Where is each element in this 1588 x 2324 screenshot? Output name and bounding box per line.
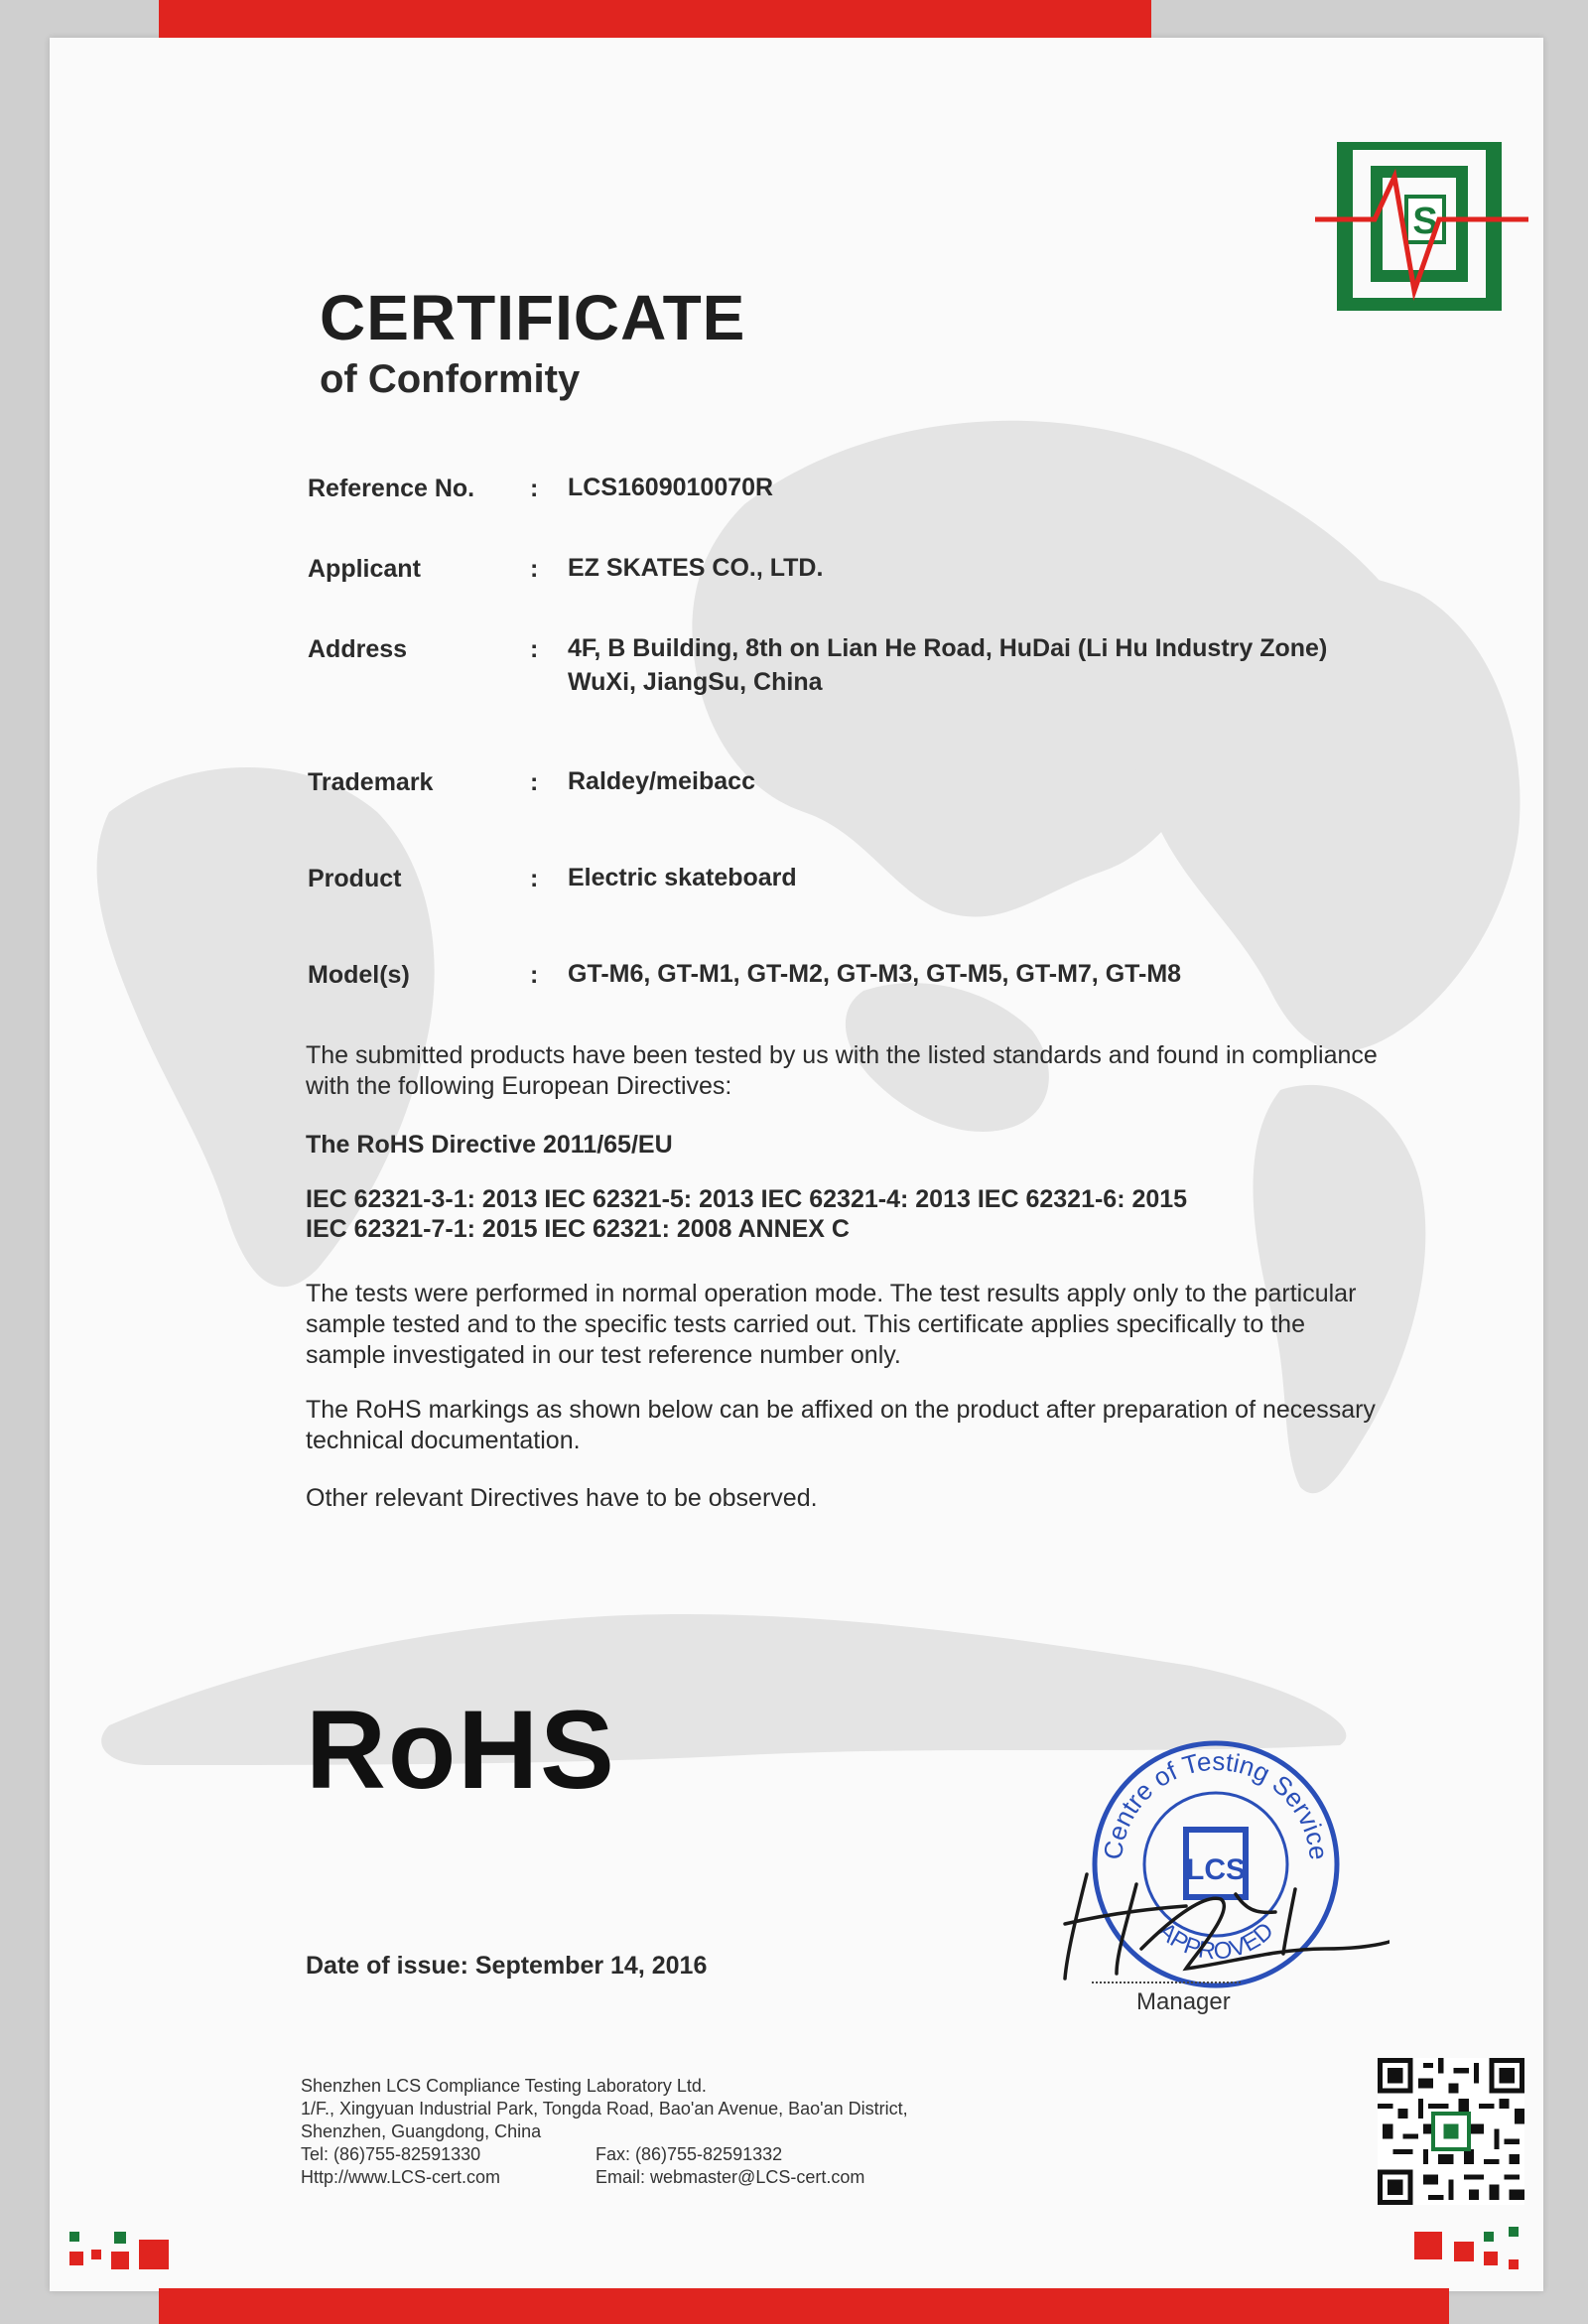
- manager-signature: [1047, 1854, 1390, 1983]
- footer-company: Shenzhen LCS Compliance Testing Laboratory Ltd.: [301, 2076, 707, 2096]
- lcs-logo: [1315, 142, 1528, 311]
- markings-paragraph: The RoHS markings as shown below can be affixed on the product after preparation of necessary technical documentation.: [306, 1396, 1376, 1454]
- address-label: Address: [308, 635, 408, 663]
- standards-line2: IEC 62321-7-1: 2015 IEC 62321: 2008 ANNEX C: [306, 1215, 850, 1243]
- decorative-squares-left: [60, 2222, 179, 2281]
- certificate-subtitle: of Conformity: [320, 357, 581, 401]
- qr-code: [1378, 2058, 1524, 2205]
- trademark-label: Trademark: [308, 768, 434, 796]
- applicant-label: Applicant: [308, 555, 421, 583]
- reference-label: Reference No.: [308, 475, 475, 502]
- applicant-value: EZ SKATES CO., LTD.: [568, 554, 824, 582]
- bottom-red-band: [159, 2288, 1449, 2324]
- address-line2: WuXi, JiangSu, China: [568, 668, 823, 696]
- footer-email: Email: webmaster@LCS-cert.com: [596, 2167, 865, 2187]
- rohs-mark: RoHS: [306, 1688, 616, 1812]
- logo-letter-s: S: [1412, 201, 1438, 242]
- models-colon: :: [530, 961, 539, 989]
- models-label: Model(s): [308, 961, 410, 989]
- decorative-squares-right: [1409, 2222, 1533, 2281]
- stamp-center: LCS: [1186, 1853, 1246, 1886]
- stamp-text-bottom: APPROVED: [1152, 1917, 1279, 1966]
- footer-address1: 1/F., Xingyuan Industrial Park, Tongda Road, Bao'an Avenue, Bao'an District,: [301, 2099, 908, 2119]
- reference-value: LCS1609010070R: [568, 474, 774, 501]
- product-colon: :: [530, 865, 539, 892]
- directive-text: The RoHS Directive 2011/65/EU: [306, 1131, 673, 1159]
- reference-colon: :: [530, 475, 539, 502]
- stamp-text-top: Centre of Testing Service: [1097, 1745, 1335, 1861]
- address-line1: 4F, B Building, 8th on Lian He Road, HuDai (Li Hu Industry Zone): [568, 634, 1328, 662]
- certificate-page: [50, 38, 1543, 2291]
- signature-line: [1092, 1982, 1241, 1983]
- trademark-value: Raldey/meibacc: [568, 767, 755, 795]
- footer-tel: Tel: (86)755-82591330: [301, 2144, 481, 2164]
- address-colon: :: [530, 635, 539, 663]
- top-red-band: [159, 0, 1151, 38]
- intro-paragraph: The submitted products have been tested by us with the listed standards and found in compliance with the following European Directives:: [306, 1041, 1378, 1100]
- footer-address2: Shenzhen, Guangdong, China: [301, 2121, 542, 2141]
- other-directives-paragraph: Other relevant Directives have to be observed.: [306, 1484, 818, 1512]
- tests-paragraph: The tests were performed in normal operation mode. The test results apply only to the particular sample tested and to the specific tests carried out. This certificate applies specifically to the sample investigated in our test reference number only.: [306, 1280, 1357, 1369]
- signatory-title: Manager: [1136, 1988, 1231, 2015]
- models-value: GT-M6, GT-M1, GT-M2, GT-M3, GT-M5, GT-M7, GT-M8: [568, 960, 1182, 988]
- footer-web: Http://www.LCS-cert.com: [301, 2167, 501, 2187]
- product-value: Electric skateboard: [568, 864, 797, 891]
- trademark-colon: :: [530, 768, 539, 796]
- applicant-colon: :: [530, 555, 539, 583]
- product-label: Product: [308, 865, 402, 892]
- certificate-title: CERTIFICATE: [320, 282, 746, 353]
- standards-line1: IEC 62321-3-1: 2013 IEC 62321-5: 2013 IEC 62321-4: 2013 IEC 62321-6: 2015: [306, 1185, 1188, 1213]
- footer-fax: Fax: (86)755-82591332: [596, 2144, 783, 2164]
- issue-date: Date of issue: September 14, 2016: [306, 1952, 708, 1980]
